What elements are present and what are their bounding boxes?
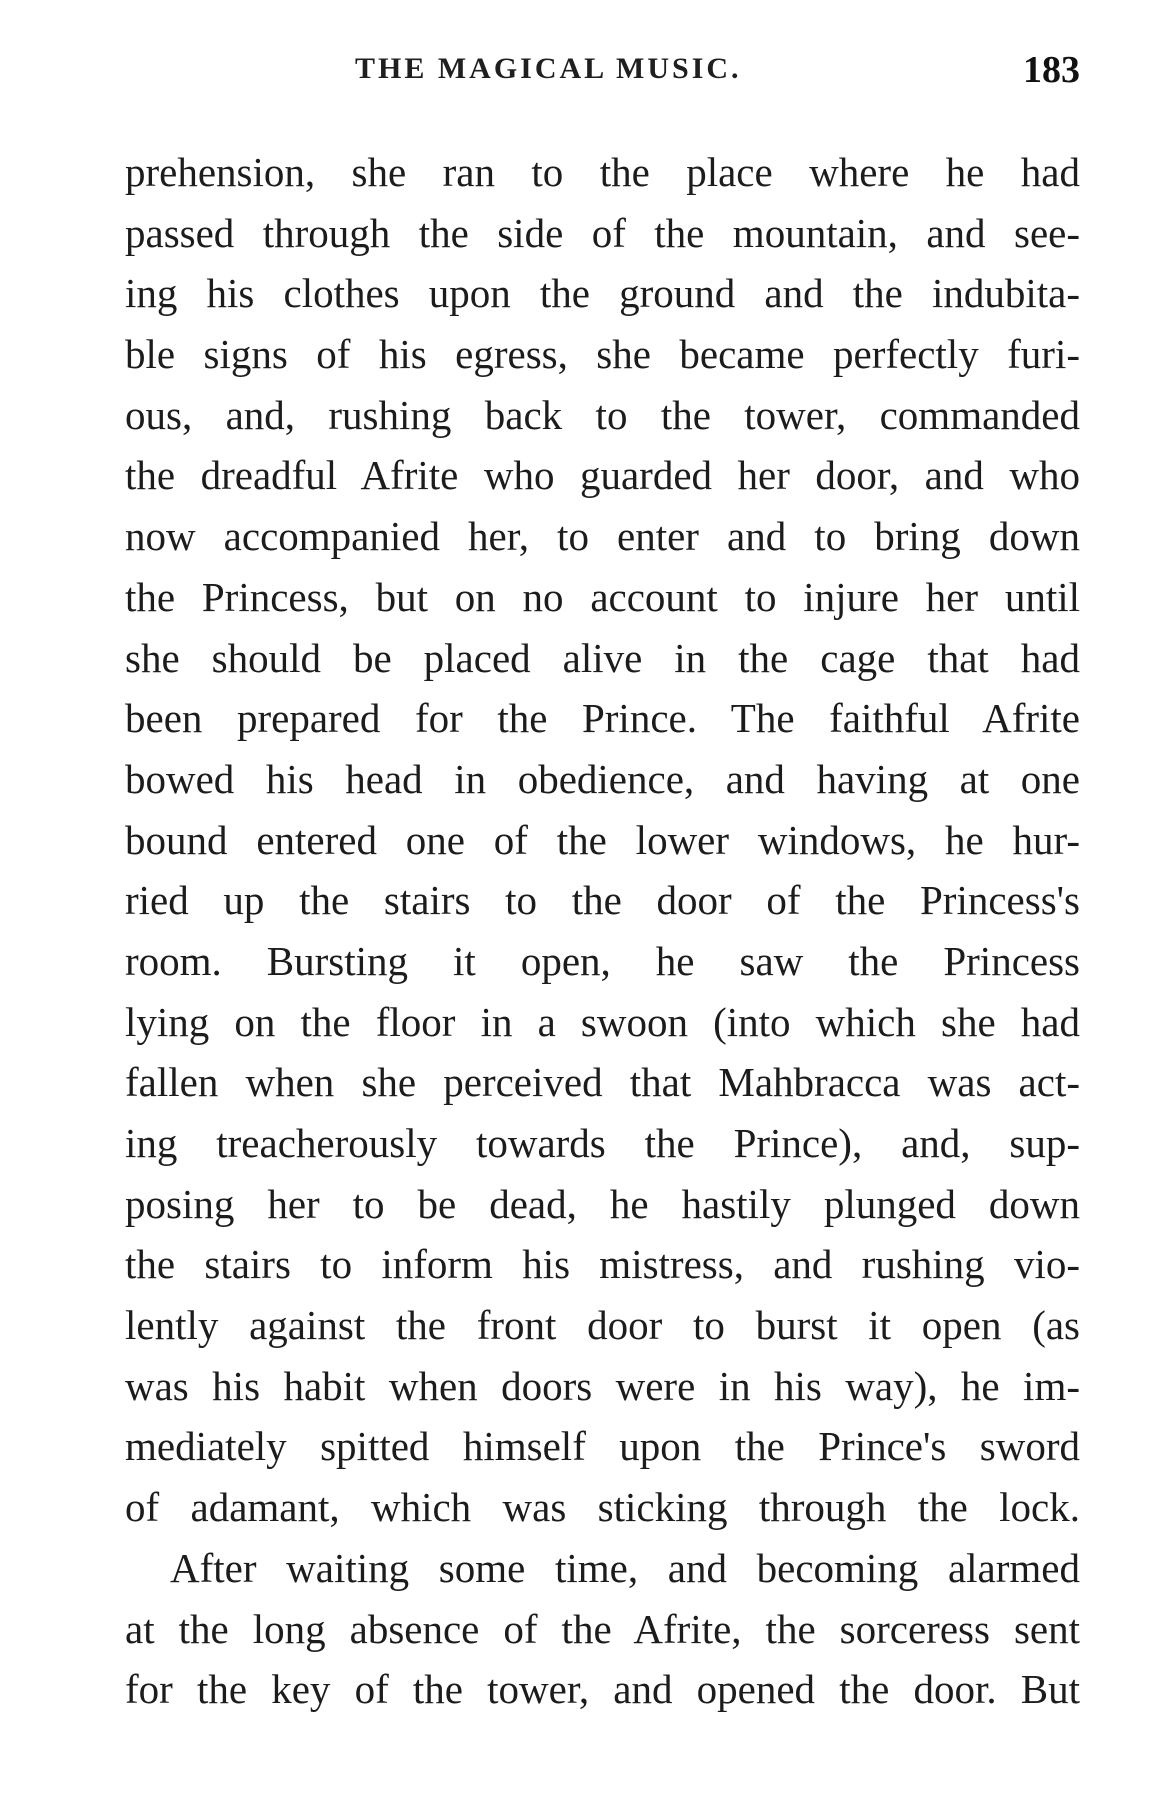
- running-title: THE MAGICAL MUSIC.: [355, 52, 742, 85]
- text-line: posing her to be dead, he hastily plunged down: [125, 1180, 1080, 1227]
- text-line: ing treacherously towards the Prince), and, sup-: [125, 1120, 1080, 1166]
- text-line: ing his clothes upon the ground and the indubita-: [125, 270, 1080, 317]
- text-line: room. Bursting it open, he saw the Princess: [125, 937, 1080, 984]
- text-line: ous, and, rushing back to the tower, commanded: [125, 391, 1080, 438]
- text-line: bound entered one of the lower windows, he hur-: [125, 816, 1080, 863]
- text-line-paragraph-start: After waiting some time, and becoming alarmed: [170, 1544, 1080, 1591]
- text-line: been prepared for the Prince. The faithful Afrite: [125, 695, 1080, 742]
- text-line: the dreadful Afrite who guarded her door, and who: [125, 452, 1080, 499]
- text-line: she should be placed alive in the cage that had: [125, 634, 1080, 681]
- text-line: now accompanied her, to enter and to bring down: [125, 513, 1080, 560]
- text-line: at the long absence of the Afrite, the sorceress sent: [125, 1605, 1080, 1652]
- text-line: lently against the front door to burst it open (as: [125, 1302, 1080, 1349]
- text-line: prehension, she ran to the place where he had: [125, 149, 1080, 195]
- text-line: ried up the stairs to the door of the Princess's: [125, 877, 1080, 924]
- text-line: fallen when she perceived that Mahbracca was act-: [125, 1059, 1080, 1106]
- page-header: [125, 49, 1080, 102]
- text-line: the stairs to inform his mistress, and rushing vio-: [125, 1241, 1080, 1288]
- text-line: the Princess, but on no account to injure her until: [125, 573, 1080, 620]
- text-line: mediately spitted himself upon the Prince's sword: [125, 1423, 1080, 1470]
- text-line: bowed his head in obedience, and having at one: [125, 755, 1080, 802]
- text-line: for the key of the tower, and opened the door. But: [125, 1666, 1080, 1713]
- text-line: was his habit when doors were in his way), he im-: [125, 1362, 1080, 1409]
- page-number: 183: [1023, 49, 1080, 91]
- text-line: ble signs of his egress, she became perfectly furi-: [125, 331, 1080, 378]
- body-text: [125, 142, 1080, 1720]
- text-line: passed through the side of the mountain, and see-: [125, 209, 1080, 256]
- text-line: of adamant, which was sticking through the lock.: [125, 1484, 1080, 1531]
- text-line: lying on the floor in a swoon (into which she had: [125, 998, 1080, 1045]
